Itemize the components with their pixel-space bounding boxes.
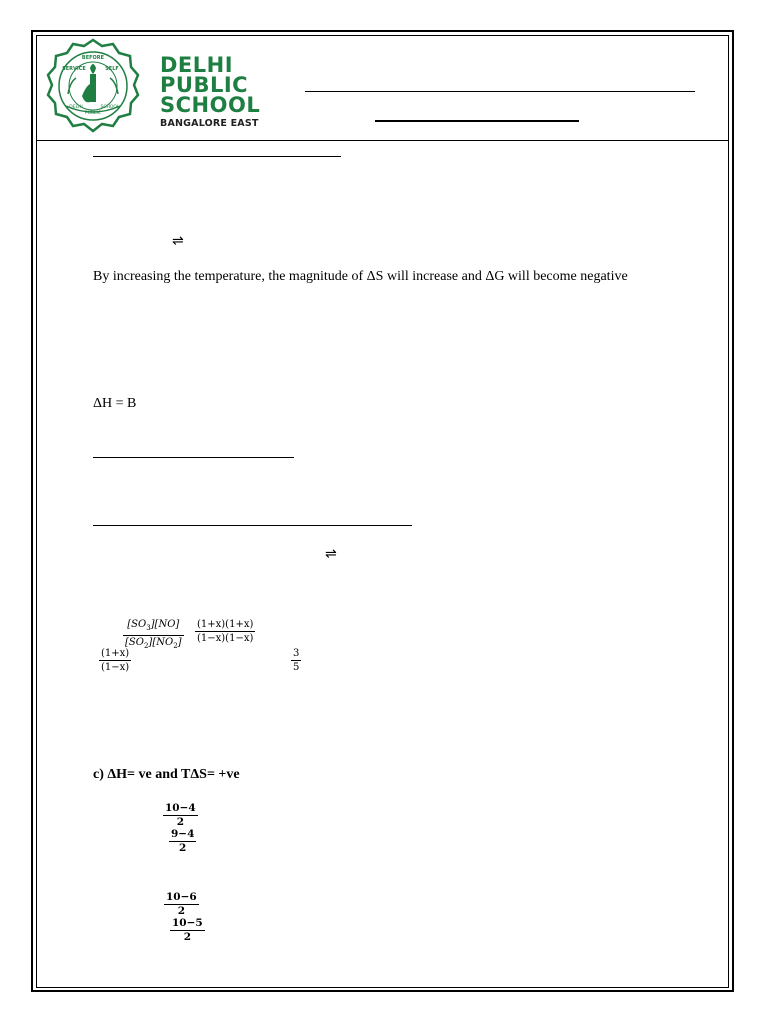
fraction-4: 10−5 2 — [172, 917, 203, 943]
emblem-scroll-text-left: DELHI — [69, 105, 83, 110]
school-name-line1: DELHI — [160, 53, 234, 77]
school-brand — [160, 55, 260, 129]
school-name-line2: PUBLIC — [160, 73, 249, 97]
delta-h-answer: ΔH = B — [93, 396, 137, 411]
section-rule-1 — [93, 156, 341, 157]
fraction-three-fifths: 3 5 — [293, 648, 300, 673]
fraction-ratio: (1+x) (1−x) — [101, 648, 130, 673]
section-rule-2 — [93, 457, 294, 458]
emblem-scroll-text-right: SCHOOL — [100, 105, 120, 110]
section-rule-3 — [93, 525, 412, 526]
fraction-1: 10−4 2 — [165, 802, 196, 828]
fraction-3: 10−6 2 — [166, 891, 197, 917]
school-name-line3: SCHOOL — [160, 93, 261, 117]
emblem-ring-text-right: SELF — [105, 66, 119, 72]
kc-expression: $[SO_3][NO]$ $[SO_2][NO_2]$ — [125, 619, 182, 650]
emblem-ring-text-left: SERVICE — [62, 66, 86, 72]
answer-statement: By increasing the temperature, the magnitude of ΔS will increase and ΔG will become negative — [93, 269, 628, 284]
fraction-2: 9−4 2 — [171, 828, 195, 854]
fraction-products: (1+x)(1+x) (1−x)(1−x) — [197, 619, 254, 644]
emblem-scroll-text-center: PUBLIC — [84, 111, 102, 116]
equilibrium-arrow-2: ⇌ — [325, 546, 337, 562]
equilibrium-arrow-1: ⇌ — [172, 233, 184, 249]
part-c-heading: c) ΔH= ve and TΔS= +ve — [93, 767, 240, 782]
dps-emblem-icon — [46, 38, 140, 134]
school-branch: BANGALORE EAST — [160, 118, 259, 129]
page-border-inner — [36, 35, 729, 988]
emblem-ring-text-top: BEFORE — [81, 55, 105, 61]
header-divider — [37, 140, 728, 141]
header-blank-line-2 — [375, 120, 579, 122]
header-blank-line-1 — [305, 91, 695, 92]
